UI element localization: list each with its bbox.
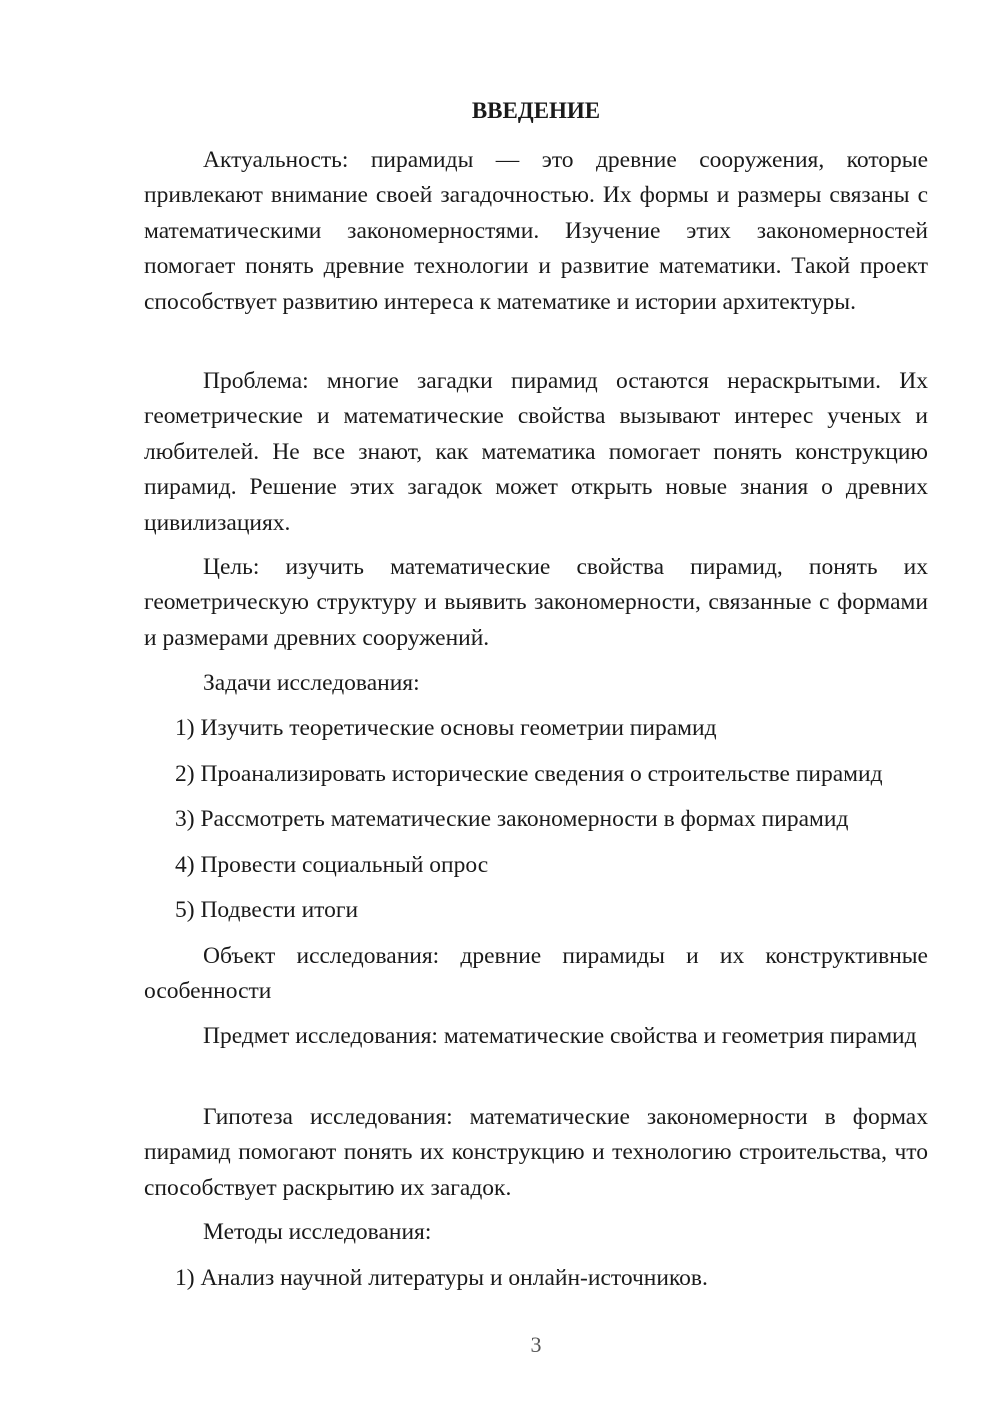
- object-paragraph: Объект исследования: древние пирамиды и их конструктивные особенности: [144, 943, 928, 1005]
- section-heading: ВВЕДЕНИЕ: [471, 98, 601, 123]
- task-item-4: 4) Провести социальный опрос: [175, 852, 489, 878]
- goal-paragraph: Цель: изучить математические свойства пирамид, понять их геометрическую структуру и выявить закономерности, связанные с формами и размерами древних сооружений.: [144, 554, 928, 651]
- problem-paragraph: Проблема: многие загадки пирамид остаются нераскрытыми. Их геометрические и математические свойства вызывают интерес ученых и любителей. Не все знают, как математика помогает понять конструкцию пирамид. Решение этих загадок может открыть новые знания о древних цивилизациях.: [144, 368, 928, 536]
- hypothesis-paragraph: Гипотеза исследования: математические закономерности в формах пирамид помогают понять их конструкцию и технологию строительства, что способствует раскрытию их загадок.: [144, 1104, 928, 1201]
- task-item-2: 2) Проанализировать исторические сведения о строительстве пирамид: [175, 761, 883, 787]
- task-item-1: 1) Изучить теоретические основы геометрии пирамид: [175, 715, 717, 741]
- method-item-1: 1) Анализ научной литературы и онлайн-источников.: [175, 1265, 708, 1291]
- subject-paragraph: Предмет исследования: математические свойства и геометрия пирамид: [203, 1023, 917, 1049]
- methods-title: Методы исследования:: [203, 1219, 432, 1245]
- task-item-3: 3) Рассмотреть математические закономерности в формах пирамид: [175, 806, 849, 832]
- tasks-title: Задачи исследования:: [203, 670, 420, 696]
- relevance-paragraph: Актуальность: пирамиды — это древние сооружения, которые привлекают внимание своей загадочностью. Их формы и размеры связаны с математическими закономерностями. Изучение этих закономерностей помогает понять древние технологии и развитие математики. Такой проект способствует развитию интереса к математике и истории архитектуры.: [144, 147, 928, 315]
- page-number: 3: [530, 1332, 542, 1357]
- task-item-5: 5) Подвести итоги: [175, 897, 359, 923]
